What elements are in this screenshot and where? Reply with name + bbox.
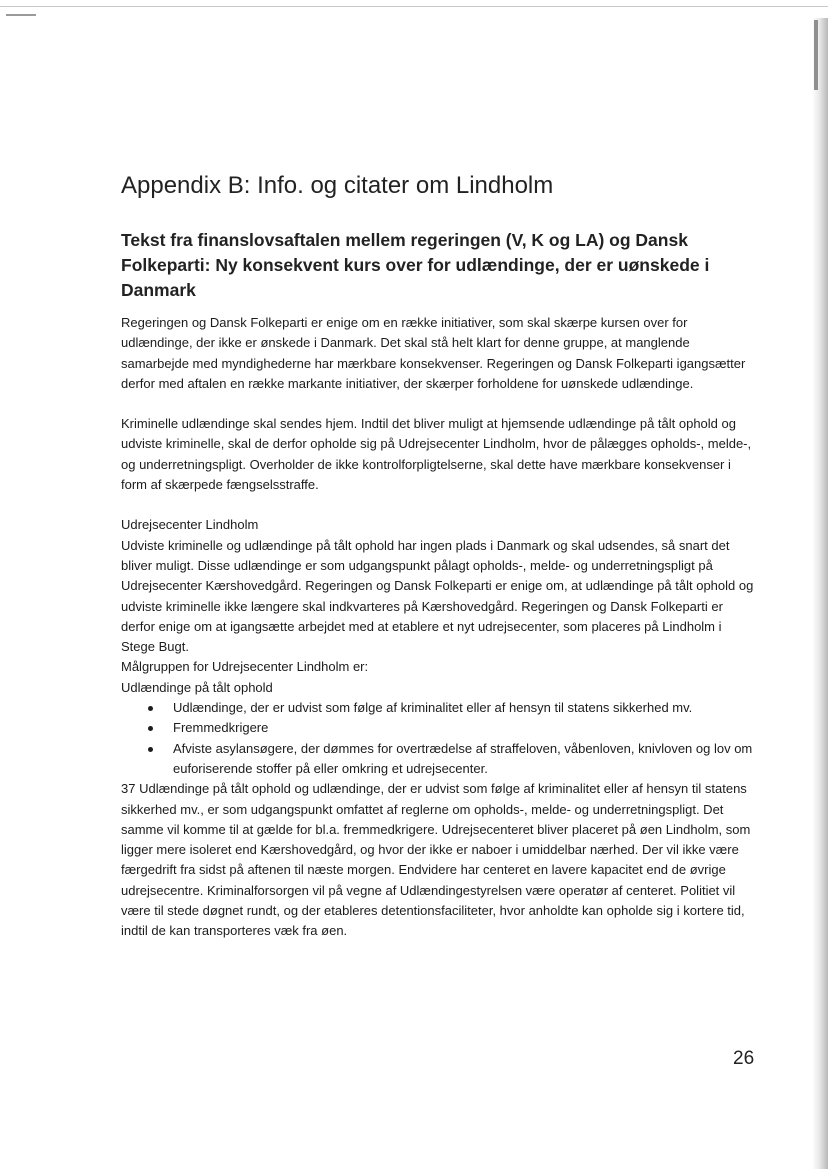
group-label: Udlændinge på tålt ophold bbox=[121, 679, 273, 695]
list-item-text: Udlændinge, der er udvist som følge af kriminalitet eller af hensyn til statens sikkerhed mv. bbox=[173, 700, 693, 716]
scan-top-edge bbox=[0, 6, 828, 7]
bullet-icon bbox=[148, 706, 153, 711]
list-item bbox=[121, 718, 757, 738]
deportation-paragraph: Kriminelle udlændinge skal sendes hjem. Indtil det bliver muligt at hjemsende udlændinge på tålt ophold og udviste kriminelle, skal de derfor opholde sig på Udrejsecenter Lindholm, hvor de pålægges opholds-, melde-, og underretningspligt. Overholder de ikke kontrolforpligtelserne, skal dette have mærkbare konsekvenser i form af skærpede fængselsstraffe. bbox=[121, 416, 752, 493]
target-group-label: Målgruppen for Udrejsecenter Lindholm er: bbox=[121, 659, 369, 675]
target-group-list bbox=[121, 698, 757, 779]
document-page bbox=[121, 170, 757, 942]
closing-paragraph: 37 Udlændinge på tålt ophold og udlændinge, der er udvist som følge af kriminalitet eller af hensyn til statens sikkerhed mv., er som udgangspunkt omfattet af reglerne om opholds-, melde- og underretningspligt. Det samme vil komme til at gælde for bl.a. fremmedkrigere. Udrejsecenteret bliver placeret på øen Lindholm, som ligger mere isoleret end Kærshovedgård, og hvor der ikke er naboer i umiddelbar nærhed. Der vil ikke være færgedrift fra sidst på aftenen til næste morgen. Endvidere har centeret en lavere kapacitet end de øvrige udrejsecentre. Kriminalforsorgen vil på vegne af Udlændingestyrelsen være operatør af centeret. Politiet vil være til stede døgnet rundt, og der etableres detentionsfaciliteter, hvor anholdte kan opholde sig i kortere tid, indtil de kan transporteres væk fra øen. bbox=[121, 781, 751, 939]
list-item-text: Fremmedkrigere bbox=[173, 720, 269, 736]
page-number: 26 bbox=[733, 1048, 755, 1069]
bullet-icon bbox=[148, 726, 153, 731]
scan-right-edge-shadow bbox=[812, 18, 828, 1169]
section-body: Udviste kriminelle og udlændinge på tålt ophold har ingen plads i Danmark og skal udsendes, så snart det bliver muligt. Disse udlændinge er som udgangspunkt pålagt opholds-, melde- og underretningspligt på Udrejsecenter Kærshovedgård. Regeringen og Dansk Folkeparti er enige om, at udlændinge på tålt ophold og udviste kriminelle ikke længere skal indkvarteres på Kærshovedgård. Regeringen og Dansk Folkeparti er derfor enige om at igangsætte arbejdet med at etablere et nyt udrejsecenter, som placeres på Lindholm i Stege Bugt. bbox=[121, 537, 754, 655]
section-subtitle: Tekst fra finanslovsaftalen mellem regeringen (V, K og LA) og Dansk Folkeparti: Ny konsekvent kurs over for udlændinge, der er uønskede i Danmark bbox=[121, 230, 710, 300]
intro-paragraph: Regeringen og Dansk Folkeparti er enige om en række initiativer, som skal skærpe kursen over for udlændinge, der ikke er ønskede i Danmark. Det skal stå helt klart for denne gruppe, at manglende samarbejde med myndighederne har mærkbare konsekvenser. Regeringen og Dansk Folkeparti igangsætter derfor med aftalen en række markante initiativer, der skærper forholdene for uønskede udlændinge. bbox=[121, 315, 746, 391]
list-item bbox=[121, 698, 757, 718]
scan-corner-mark bbox=[6, 14, 36, 16]
list-item-text: Afviste asylansøgere, der dømmes for overtrædelse af straffeloven, våbenloven, knivloven og lov om euforiserende stoffer på eller omkring et udrejsecenter. bbox=[173, 740, 753, 776]
list-item bbox=[121, 739, 757, 780]
paragraph-gap bbox=[121, 495, 757, 515]
bullet-icon bbox=[148, 747, 153, 752]
page-title: Appendix B: Info. og citater om Lindholm bbox=[121, 172, 554, 199]
paragraph-gap bbox=[121, 394, 757, 414]
scan-right-edge-mark bbox=[814, 20, 818, 90]
section-heading: Udrejsecenter Lindholm bbox=[121, 517, 259, 533]
